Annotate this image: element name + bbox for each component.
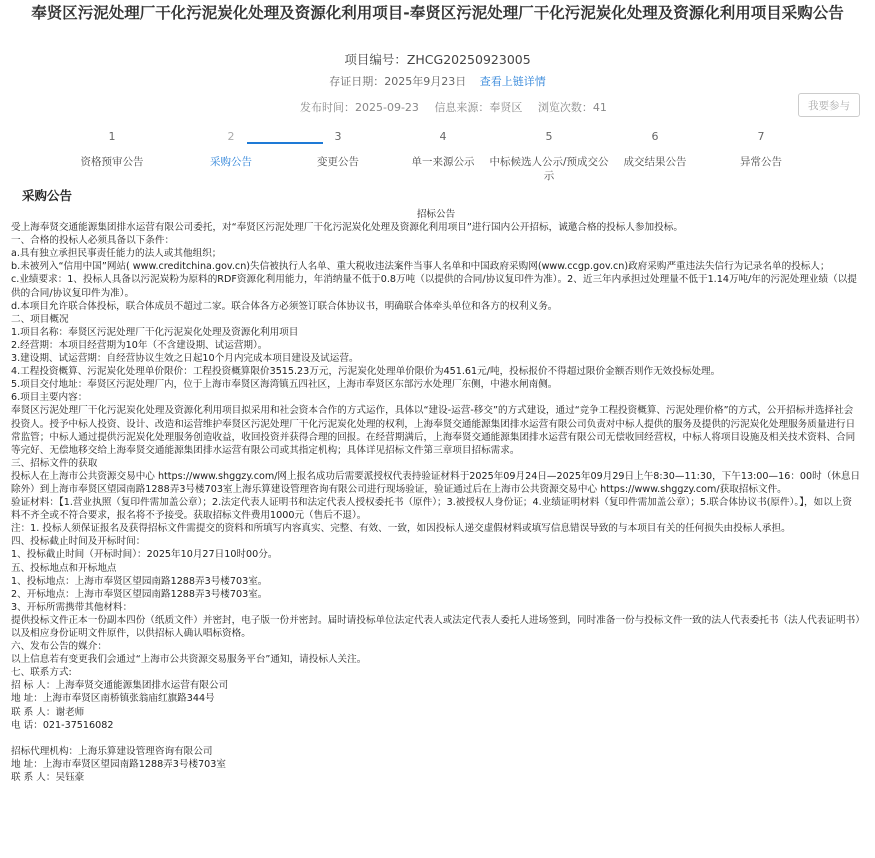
notice-paragraph: 二、项目概况 bbox=[11, 313, 69, 325]
notice-title: 招标公告 bbox=[416, 209, 456, 220]
notice-paragraph: 招 标 人：上海奉贤交通能源集团排水运营有限公司 bbox=[11, 680, 229, 692]
notice-paragraph: 6.项目主要内容： bbox=[11, 392, 88, 404]
notice-paragraph: 提供投标文件正本一份副本四份（纸质文件）并密封，电子版一份并密封。届时请投标单位法定代表人或法定代表人委托人进场签到，同时准备一份与投标文件一致的法人代表委托书（法人代表证明书）以及相应身份证明文件原件，以供招标人确认唱标资格。 bbox=[11, 614, 861, 639]
notice-paragraph: 五、投标地点和开标地点 bbox=[11, 562, 117, 574]
notice-paragraph: 四、投标截止时间及开标时间： bbox=[11, 536, 146, 548]
chain-detail-link[interactable]: 查看上链详情 bbox=[479, 75, 546, 88]
notice-paragraph: 3、开标所需携带其他材料： bbox=[11, 601, 133, 613]
notice-paragraph: c.业绩要求：1、投标人具备以污泥炭粉为原料的RDF资源化利用能力，年消纳量不低于0.8万吨（以提供的合同/协议复印件为准）。2、近三年内承担过处理量不低于1.14万吨/年的污泥处理业绩（以提供的合同/协议复印件为准）。 bbox=[11, 274, 857, 299]
notice-paragraph: 六、发布公告的媒介： bbox=[11, 641, 107, 653]
notice-paragraph: 以上信息若有变更我们会通过“上海市公共资源交易服务平台”通知，请投标人关注。 bbox=[11, 654, 367, 666]
info-source: 信息来源：奉贤区 bbox=[434, 101, 523, 114]
notice-paragraph: 投标人在上海市公共资源交易中心 https://www.shggzy.com/网上报名成功后需要派授权代表持验证材料于2025年09月24日—2025年09月29日上午8:30—11:30，下午13:00—16：00时（休息日除外）到上海市奉贤区望园南路1288弄3号楼703室上海乐算建设管理咨询有限公司进行现场验证，验证通过后在上海市公共资源交易中心 https://www.shggzy.com/获取招标文件。 bbox=[11, 470, 861, 495]
notice-paragraph: 联 系 人：谢老师 bbox=[11, 706, 85, 718]
agency-contacts bbox=[11, 745, 861, 784]
notice-paragraph: 受上海奉贤交通能源集团排水运营有限公司委托，对“奉贤区污泥处理厂干化污泥炭化处理及资源化利用项目”进行国内公开招标，诚邀合格的投标人参加投标。 bbox=[11, 222, 683, 234]
step-7[interactable] bbox=[701, 130, 821, 169]
step-number: 2 bbox=[227, 130, 235, 143]
notice-paragraph: 2.经营期：本项目经营期为10年（不含建设期、试运营期）。 bbox=[11, 339, 268, 351]
notice-paragraph: 4.工程投资概算、污泥炭化处理单价限价：工程投资概算限价3515.23万元，污泥炭化处理单价限价为451.61元/吨，投标报价不得超过限价金额否则作无效投标处理。 bbox=[11, 366, 721, 378]
notice-paragraph: d.本项目允许联合体投标，联合体成员不超过二家。联合体各方必须签订联合体协议书，明确联合体牵头单位和各方的权利义务。 bbox=[11, 300, 558, 312]
step-6[interactable] bbox=[595, 130, 715, 169]
step-2[interactable] bbox=[171, 130, 291, 169]
notice-paragraph: 验证材料：【1.营业执照（复印件需加盖公章）；2.法定代表人证明书和法定代表人授权委托书（原件）；3.被授权人身份证；4.业绩证明材料（复印件需加盖公章）；5.联合体协议书(原件）。】，如以上资料不齐全或不符合要求，报名将不予接受。获取招标文件费用1000元（售后不退）。 bbox=[11, 497, 852, 522]
step-number: 3 bbox=[334, 130, 342, 143]
step-4[interactable] bbox=[383, 130, 503, 169]
meta-info bbox=[300, 99, 619, 115]
step-number: 4 bbox=[439, 130, 447, 143]
page-title: 奉贤区污泥处理厂干化污泥炭化处理及资源化利用项目-奉贤区污泥处理厂干化污泥炭化处理及资源化利用项目采购公告 bbox=[31, 4, 844, 22]
notice-content bbox=[11, 208, 861, 784]
notice-paragraph: 三、招标文件的获取 bbox=[11, 457, 98, 469]
notice-paragraph: 招标代理机构：上海乐算建设管理咨询有限公司 bbox=[11, 745, 213, 757]
notice-paragraph: 奉贤区污泥处理厂干化污泥炭化处理及资源化利用项目拟采用和社会资本合作的方式运作，具体以“建设-运营-移交”的方式建设，通过“竞争工程投资概算、污泥处理价格”的方式，公开招标并选择社会投资人。授予中标人投资、设计、改造和运营维护奉贤区污泥处理厂干化污泥炭化处理的权利，上海奉贤交通能源集团排水运营有限公司负责对中标人提供的服务及提供的污泥炭化处理服务质量进行日常监管；中标人通过提供污泥炭化处理服务创造收益，收回投资并获得合理的回报。在经营期满后，上海奉贤交通能源集团排水运营有限公司无偿收回经营权，中标人将项目设施及相关技术资料、合同等完好、无偿地移交给上海奉贤交通能源集团排水运营有限公司或其指定机构；具体详见招标文件第三章项目招标需求。 bbox=[11, 405, 856, 456]
store-date: 存证日期：2025年9月23日 bbox=[329, 75, 467, 88]
step-label: 中标候选人公示/预成交公示 bbox=[489, 156, 609, 182]
step-5[interactable] bbox=[489, 130, 609, 183]
step-nav bbox=[0, 130, 875, 190]
notice-paragraph: 3.建设期、试运营期：自经营协议生效之日起10个月内完成本项目建设及试运营。 bbox=[11, 353, 359, 365]
notice-paragraph: 一、合格的投标人必须具备以下条件： bbox=[11, 235, 175, 247]
notice-paragraph: 联 系 人：吴钰豪 bbox=[11, 771, 85, 783]
step-1[interactable] bbox=[52, 130, 172, 169]
store-date-line bbox=[0, 73, 875, 89]
step-number: 5 bbox=[545, 130, 553, 143]
step-3[interactable] bbox=[278, 130, 398, 169]
step-number: 7 bbox=[757, 130, 765, 143]
step-number: 6 bbox=[651, 130, 659, 143]
project-number: 项目编号：ZHCG20250923005 bbox=[344, 52, 531, 67]
notice-paragraphs bbox=[11, 221, 861, 732]
notice-paragraph: 1、投标地点：上海市奉贤区望园南路1288弄3号楼703室。 bbox=[11, 575, 268, 587]
step-number: 1 bbox=[108, 130, 116, 143]
step-label: 变更公告 bbox=[317, 156, 359, 168]
notice-paragraph: 2、开标地点：上海市奉贤区望园南路1288弄3号楼703室。 bbox=[11, 588, 268, 600]
section-heading: 采购公告 bbox=[22, 188, 73, 203]
notice-paragraph: 地 址：上海市奉贤区望园南路1288弄3号楼703室 bbox=[11, 758, 226, 770]
notice-paragraph: 1、投标截止时间（开标时间）：2025年10月27日10时00分。 bbox=[11, 549, 278, 561]
publish-time: 发布时间：2025-09-23 bbox=[300, 101, 419, 114]
notice-paragraph: 5.项目交付地址：奉贤区污泥处理厂内，位于上海市奉贤区海湾镇五四社区，上海市奉贤区东部污水处理厂东侧，中港水闸南侧。 bbox=[11, 379, 558, 391]
notice-paragraph: 电 话：021-37516082 bbox=[11, 719, 114, 731]
notice-paragraph: 七、联系方式: bbox=[11, 667, 72, 679]
notice-paragraph: b.未被列入“信用中国”网站( www.creditchina.gov.cn)失信被执行人名单、重大税收违法案件当事人名单和中国政府采购网(www.ccgp.gov.cn)政府采购严重违法失信行为记录名单的投标人； bbox=[11, 261, 830, 273]
step-label: 成交结果公告 bbox=[623, 156, 687, 168]
step-label: 采购公告 bbox=[210, 156, 252, 168]
step-label: 单一来源公示 bbox=[411, 156, 475, 168]
notice-paragraph: a.具有独立承担民事责任能力的法人或其他组织； bbox=[11, 248, 222, 260]
notice-paragraph: 地 址：上海市奉贤区南桥镇张翁庙红旗路344号 bbox=[11, 693, 215, 705]
notice-paragraph: 注：1. 投标人须保证报名及获得招标文件需提交的资料和所填写内容真实、完整、有效、一致，如因投标人递交虚假材料或填写信息错误导致的与本项目有关的任何损失由投标人承担。 bbox=[11, 523, 791, 535]
view-count: 浏览次数：41 bbox=[537, 101, 607, 114]
notice-paragraph: 1.项目名称：奉贤区污泥处理厂干化污泥炭化处理及资源化利用项目 bbox=[11, 326, 299, 338]
step-label: 资格预审公告 bbox=[80, 156, 144, 168]
step-label: 异常公告 bbox=[740, 156, 782, 168]
join-button[interactable]: 我要参与 bbox=[798, 93, 860, 117]
